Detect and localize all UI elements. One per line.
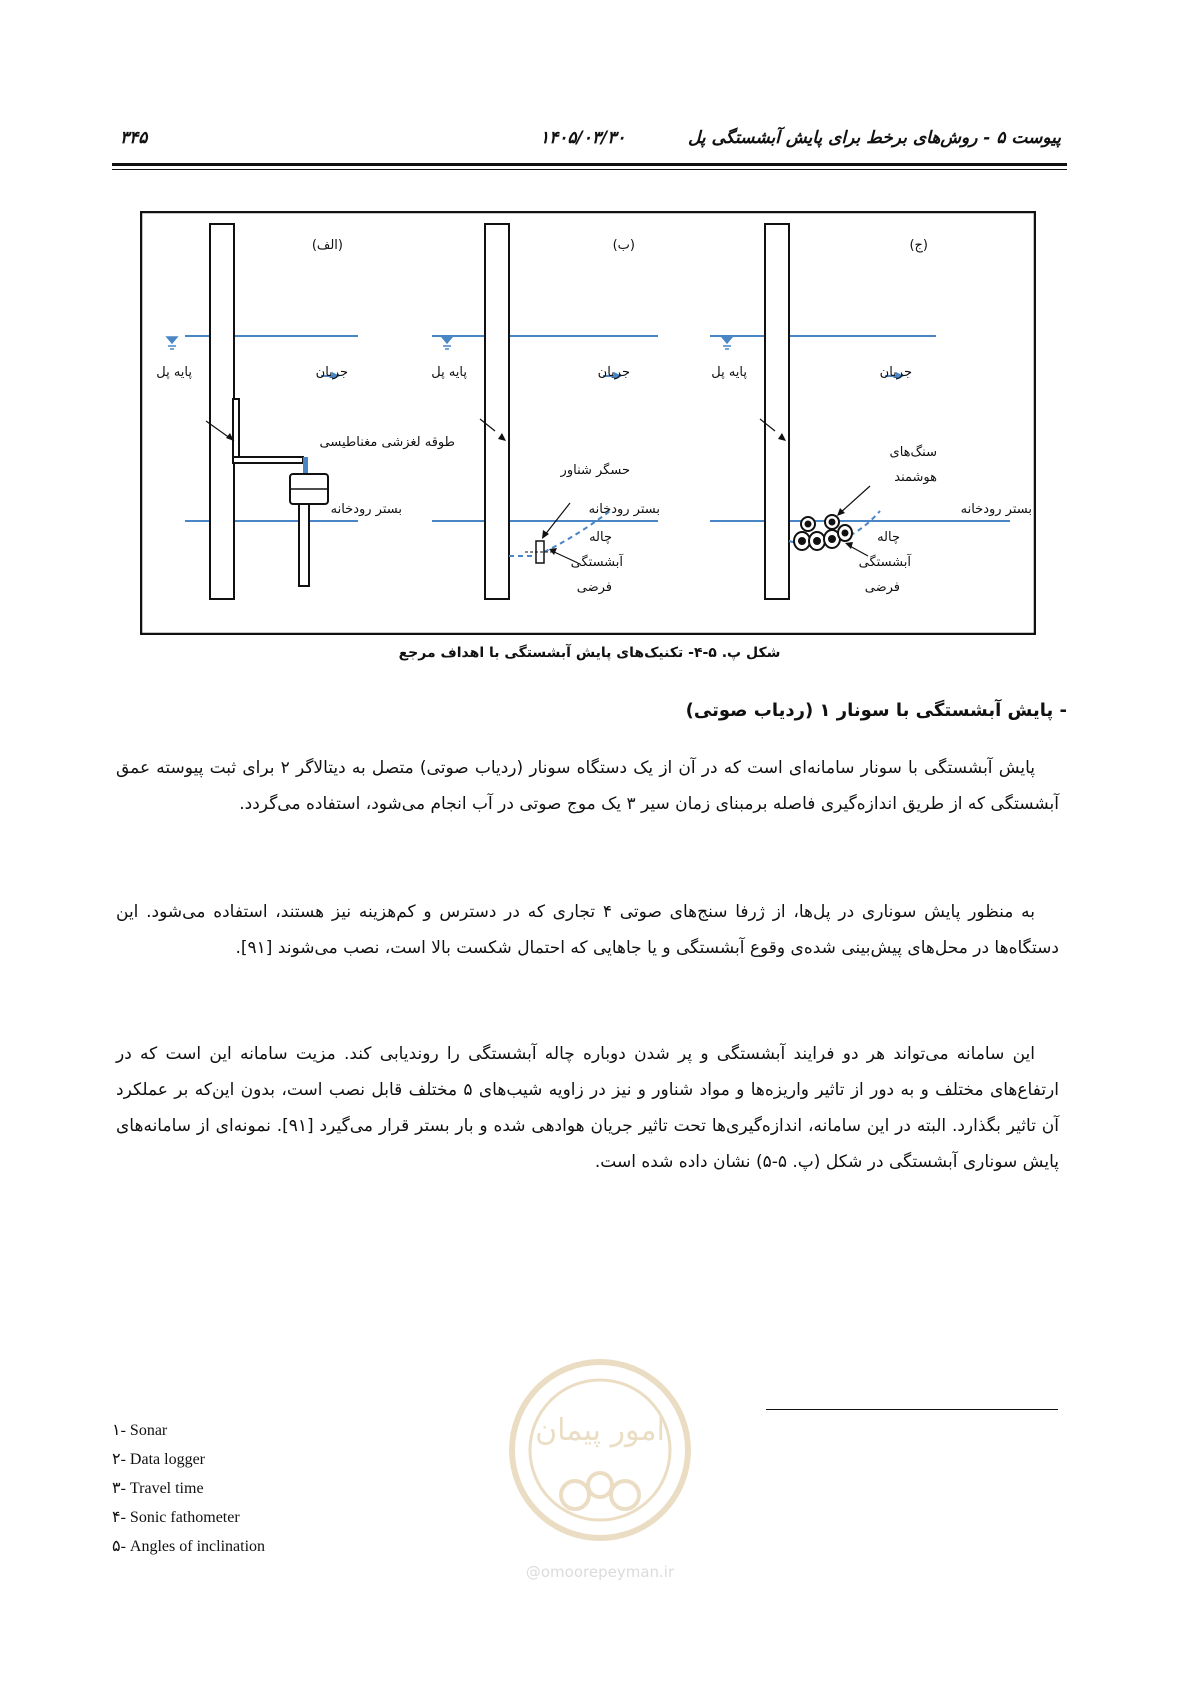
footnote-2: ۲- Data logger (112, 1451, 205, 1468)
watermark-logo-text: امور پیمان (535, 1413, 665, 1448)
header-rule-thick (112, 163, 1067, 166)
running-header-date: ۱۴۰۵/۰۳/۳۰ (540, 128, 626, 148)
header-rule-thin (112, 169, 1067, 170)
panel-label: (ج) (909, 238, 928, 253)
running-header-title: پیوست ۵ - روش‌های برخط برای پایش آبشستگی پل (687, 128, 1061, 148)
footnote-1: ۱- Sonar (112, 1422, 168, 1439)
pier-label: پایه پل (156, 365, 192, 380)
device-label: طوقه لغزشی مغناطیسی (319, 435, 455, 450)
panel-label: (الف) (311, 238, 343, 253)
watermark-logo (495, 1345, 705, 1585)
panel-label: (ب) (612, 238, 635, 253)
footnote-5: ۵- Angles of inclination (112, 1538, 266, 1555)
pier-label: پایه پل (431, 365, 467, 380)
watermark-url: @omoorepeyman.ir (525, 1563, 675, 1581)
bridge-pier (210, 224, 234, 599)
bed-label: بستر رودخانه (330, 502, 402, 517)
figure-frame (141, 212, 1035, 634)
scour-label-1: چاله (877, 530, 900, 545)
paragraph-3: این سامانه می‌تواند هر دو فرایند آبشستگی و پر شدن دوباره چاله آبشستگی را روندیابی کند. مزیت سامانه این است که در ارتفاع‌های مختلف و به دور از تاثیر واریزه‌ها و مواد شناور و نیز در زاویه شیب‌های ۵ مختلف قابل نصب است، بدون این‌که بر عملکرد آن تاثیر بگذارد. البته در این سامانه، اندازه‌گیری‌ها تحت تاثیر جریان هوادهی شده و بار بستر قرار می‌گیرد [۹۱]. نمونه‌ای از سامانه‌های پایش سوناری آبشستگی در شکل (پ. ۵-۵) نشان داده شده است. (116, 1044, 1059, 1172)
scour-monitoring-figure (140, 211, 1036, 635)
flow-label: جریان (879, 365, 912, 380)
flow-label: جریان (315, 365, 348, 380)
bridge-pier (765, 224, 789, 599)
paragraph-2: به منظور پایش سوناری در پل‌ها، از ژرفا سنج‌های صوتی ۴ تجاری که در دسترس و کم‌هزینه نیز هستند، استفاده می‌شود. این دستگاه‌ها در محل‌های پیش‌بینی شده‌ی وقوع آبشستگی و یا جاهایی که احتمال شکست بالا است، نصب می‌شوند [۹۱]. (116, 902, 1059, 958)
scour-label-2: آبشستگی (858, 555, 911, 570)
section-heading: - پایش آبشستگی با سونار ۱ (ردیاب صوتی) (685, 700, 1067, 721)
scour-label-2: آبشستگی (570, 555, 623, 570)
bed-label: بستر رودخانه (588, 502, 660, 517)
device-label-2: هوشمند (894, 470, 937, 485)
footnote-rule (766, 1409, 1058, 1410)
page-number: ۳۴۵ (120, 128, 148, 148)
flow-label: جریان (597, 365, 630, 380)
bridge-pier (485, 224, 509, 599)
footnote-4: ۴- Sonic fathometer (112, 1509, 240, 1526)
device-label-1: سنگ‌های (889, 445, 937, 460)
bed-label: بستر رودخانه (960, 502, 1032, 517)
collar-rod (299, 504, 309, 586)
device-label: حسگر شناور (560, 463, 630, 478)
paragraph-1: پایش آبشستگی با سونار سامانه‌ای است که در آن از یک دستگاه سونار (ردیاب صوتی) متصل به دیتالاگر ۲ برای ثبت پیوسته عمق آبشستگی که از طریق اندازه‌گیری فاصله برمبنای زمان سیر ۳ یک موج صوتی در آب انجام می‌شود، استفاده می‌گردد. (116, 758, 1059, 814)
scour-label-3: فرضی (864, 580, 900, 595)
scour-label-1: چاله (589, 530, 612, 545)
pier-label: پایه پل (711, 365, 747, 380)
scour-label-3: فرضی (576, 580, 612, 595)
figure-caption: شکل پ. ۵-۴- تکنیک‌های پایش آبشستگی با اهداف مرجع (398, 645, 781, 661)
footnotes (112, 1420, 265, 1565)
footnote-3: ۳- Travel time (112, 1480, 204, 1497)
